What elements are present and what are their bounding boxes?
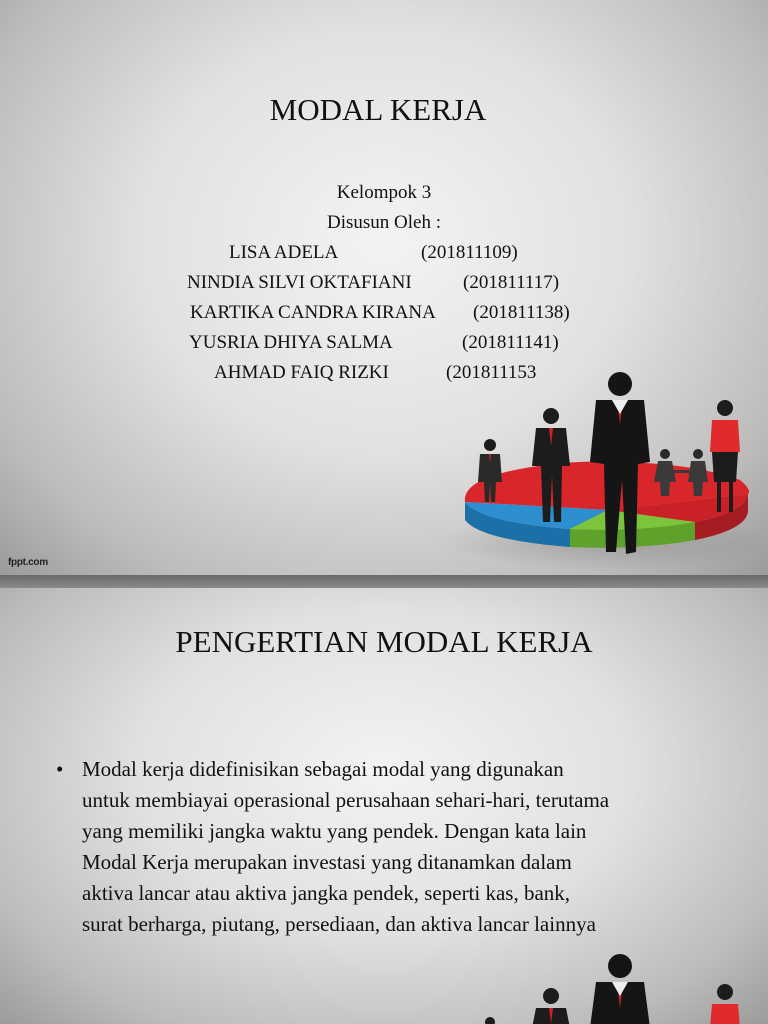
member-id: (201811138) bbox=[473, 302, 570, 323]
member-name: LISA ADELA bbox=[229, 242, 339, 263]
slide-title: MODAL KERJA bbox=[269, 92, 487, 127]
person-small-left bbox=[485, 1017, 495, 1024]
member-id: (201811153 bbox=[446, 362, 537, 383]
watermark: fppt.com bbox=[8, 557, 48, 568]
member-row bbox=[0, 268, 768, 298]
member-name: NINDIA SILVI OKTAFIANI bbox=[187, 272, 412, 293]
slide-separator bbox=[0, 575, 768, 588]
member-id: (201811141) bbox=[462, 332, 559, 353]
bullet-marker: • bbox=[56, 757, 64, 781]
compiled-by-label: Disusun Oleh : bbox=[327, 212, 441, 233]
content-slide bbox=[0, 588, 768, 1024]
bullet-line: yang memiliki jangka waktu yang pendek. Dengan kata lain bbox=[82, 819, 587, 843]
person-center bbox=[590, 954, 650, 1024]
bullet-line: aktiva lancar atau aktiva jangka pendek, seperti kas, bank, bbox=[82, 881, 571, 905]
member-id: (201811117) bbox=[463, 272, 560, 293]
bullet-line: Modal Kerja merupakan investasi yang ditanamkan dalam bbox=[82, 850, 572, 874]
person-woman-right bbox=[710, 984, 740, 1024]
bullet-line: untuk membiayai operasional perusahaan sehari-hari, terutama bbox=[82, 788, 610, 812]
member-name: KARTIKA CANDRA KIRANA bbox=[190, 302, 436, 323]
bullet-line: surat berharga, piutang, persediaan, dan aktiva lancar lainnya bbox=[82, 912, 596, 936]
bullet-list bbox=[56, 754, 736, 940]
business-people-pie-illustration bbox=[440, 362, 760, 572]
bullet-item bbox=[56, 754, 736, 940]
member-id: (201811109) bbox=[421, 242, 518, 263]
member-row bbox=[0, 238, 768, 268]
group-label: Kelompok 3 bbox=[336, 182, 432, 203]
slide-title: PENGERTIAN MODAL KERJA bbox=[175, 624, 593, 659]
member-row bbox=[0, 328, 768, 358]
person-left bbox=[532, 988, 570, 1024]
slide-subtitle bbox=[0, 178, 768, 388]
business-people-illustration-partial bbox=[470, 918, 760, 1024]
bullet-line: Modal kerja didefinisikan sebagai modal yang digunakan bbox=[82, 757, 564, 781]
member-row bbox=[0, 298, 768, 328]
member-name: AHMAD FAIQ RIZKI bbox=[214, 362, 389, 383]
member-name: YUSRIA DHIYA SALMA bbox=[189, 332, 393, 353]
